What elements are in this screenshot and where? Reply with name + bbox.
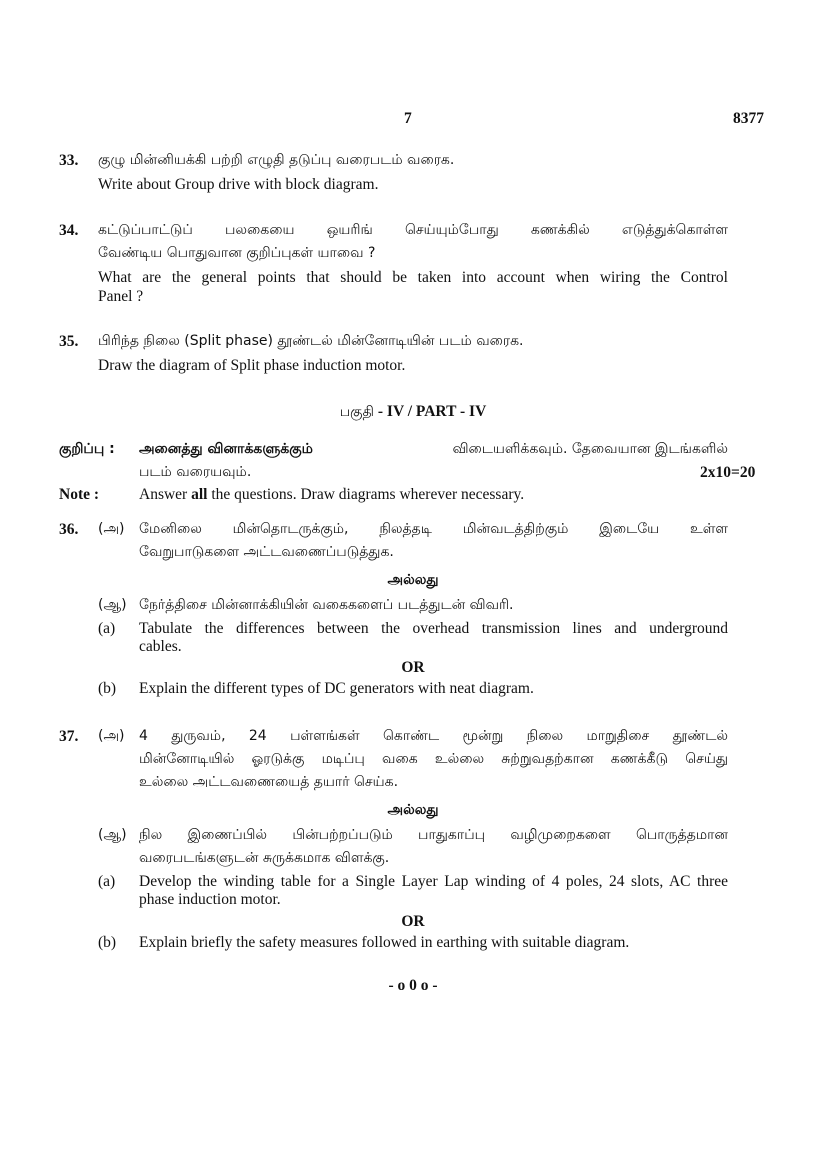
option-a-english: Tabulate the differences between the overhead transmission lines and underground — [139, 620, 728, 637]
option-b-tamil: நில இணைப்பில் பின்பற்றப்படும் பாதுகாப்பு வழிமுறைகளை பொருத்தமான — [139, 827, 728, 843]
question-text-tamil: கட்டுப்பாட்டுப் பலகையை ஒயரிங் செய்யும்போது கணக்கில் எடுத்துக்கொள்ள — [98, 222, 728, 238]
part-heading-separator: - — [373, 403, 387, 420]
paper-code: 8377 — [733, 110, 764, 127]
or-divider-tamil: அல்லது — [387, 802, 439, 818]
note-emphasis: all — [191, 486, 208, 503]
option-a-english: Develop the winding table for a Single Layer Lap winding of 4 poles, 24 slots, AC three — [139, 873, 728, 890]
question-number: 34. — [59, 222, 79, 239]
option-a-tamil: 4 துருவம், 24 பள்ளங்கள் கொண்ட மூன்று நிலை மாறுதிசை தூண்டல் — [139, 728, 728, 744]
option-a-tamil-line2: வேறுபாடுகளை அட்டவணைப்படுத்துக. — [139, 544, 394, 560]
option-label-english: (b) — [98, 680, 117, 697]
note-text-english — [139, 486, 524, 504]
option-label-english: (a) — [98, 873, 116, 890]
option-a-tamil-line2: மின்னோடியில் ஓரடுக்கு மடிப்பு வகை உல்லை சுற்றுவதற்கான கணக்கீடு செய்து — [139, 751, 728, 767]
note-text-tamil-line2: படம் வரையவும். — [139, 464, 252, 480]
part-heading-english: IV / PART - IV — [386, 403, 487, 420]
end-of-paper-mark: - o 0 o - — [388, 977, 438, 994]
marks-scheme: 2x10=20 — [700, 464, 756, 481]
option-b-tamil-line2: வரைபடங்களுடன் சுருக்கமாக விளக்கு. — [139, 850, 390, 866]
question-number: 33. — [59, 152, 79, 169]
question-text-english: What are the general points that should be taken into account when wiring the Control — [98, 269, 728, 286]
or-divider-tamil: அல்லது — [387, 572, 439, 588]
option-a-tamil-line3: உல்லை அட்டவணையைத் தயார் செய்க. — [139, 774, 399, 790]
option-label-english: (a) — [98, 620, 116, 637]
question-text-tamil: பிரிந்த நிலை (Split phase) தூண்டல் மின்னோடியின் படம் வரைக. — [98, 333, 524, 349]
question-text-english: Panel ? — [98, 288, 144, 305]
option-label-english: (b) — [98, 934, 117, 951]
note-text-tamil — [139, 441, 728, 459]
question-text-tamil: குழு மின்னியக்கி பற்றி எழுதி தடுப்பு வரைபடம் வரைக. — [98, 152, 455, 168]
option-a-english-line2: phase induction motor. — [139, 891, 281, 908]
note-post: the questions. Draw diagrams wherever necessary. — [207, 486, 525, 503]
question-number: 37. — [59, 728, 79, 745]
option-label-tamil: (அ) — [98, 728, 125, 744]
question-text-english: Draw the diagram of Split phase induction motor. — [98, 357, 406, 374]
question-number: 36. — [59, 521, 79, 538]
question-text-english: Write about Group drive with block diagram. — [98, 176, 379, 193]
or-divider-english: OR — [401, 913, 425, 930]
page-number: 7 — [404, 110, 412, 127]
option-a-tamil: மேனிலை மின்தொடருக்கும், நிலத்தடி மின்வடத்திற்கும் இடையே உள்ள — [139, 521, 728, 537]
option-a-english-line2: cables. — [139, 638, 182, 655]
note-pre: Answer — [139, 486, 192, 503]
question-number: 35. — [59, 333, 79, 350]
part-heading-tamil: பகுதி — [339, 404, 374, 420]
note-label-english: Note : — [59, 486, 100, 503]
note-emphasis-tamil: அனைத்து வினாக்களுக்கும் — [139, 441, 313, 457]
or-divider-english: OR — [401, 659, 425, 676]
option-b-english: Explain briefly the safety measures followed in earthing with suitable diagram. — [139, 934, 630, 951]
part-heading — [0, 403, 826, 422]
option-label-tamil: (ஆ) — [98, 827, 127, 843]
option-label-tamil: (ஆ) — [98, 597, 127, 613]
option-b-english: Explain the different types of DC generators with neat diagram. — [139, 680, 534, 697]
question-text-tamil: வேண்டிய பொதுவான குறிப்புகள் யாவை ? — [98, 245, 376, 261]
note-label-tamil: குறிப்பு : — [59, 441, 115, 457]
note-rest-tamil: விடையளிக்கவும். தேவையான இடங்களில் — [452, 441, 728, 457]
option-label-tamil: (அ) — [98, 521, 125, 537]
option-b-tamil: நேர்த்திசை மின்னாக்கியின் வகைகளைப் படத்துடன் விவரி. — [139, 597, 514, 613]
